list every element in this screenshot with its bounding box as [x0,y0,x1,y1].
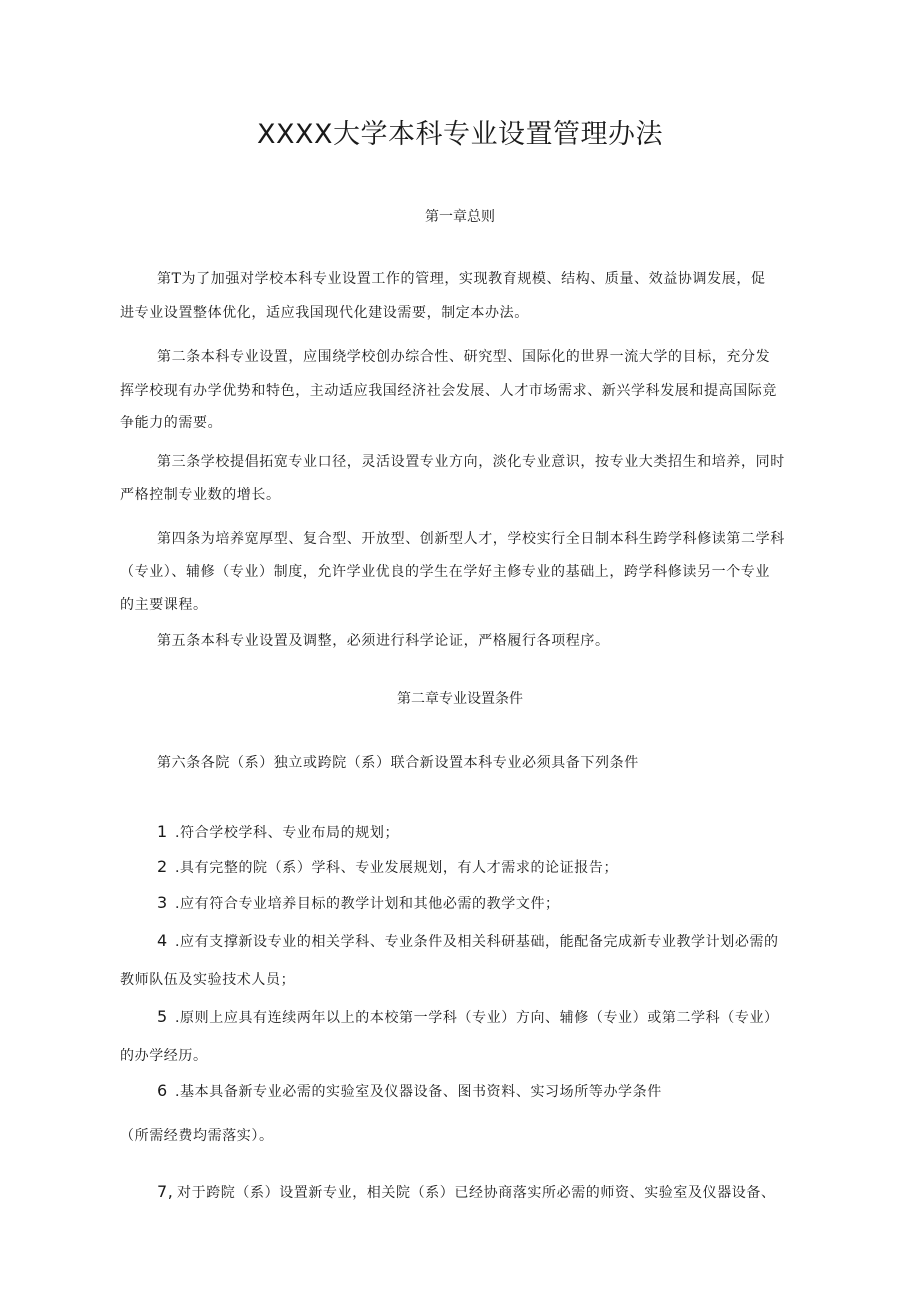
list-item-text: .符合学校学科、专业布局的规划； [175,825,400,841]
list-item-7 [157,1182,776,1202]
article-1-line-2: 进专业设置整体优化，适应我国现代化建设需要，制定本办法。 [120,305,529,321]
list-item-text: 对于跨院（系）设置新专业，相关院（系）已经协商落实所必需的师资、实验室及仪器设备、 [177,1185,776,1201]
list-item-text: .原则上应具有连续两年以上的本校第一学科（专业）方向、辅修（专业）或第二学科（专业） [175,1010,779,1026]
list-item-3 [157,893,560,913]
article-2-line-2: 挥学校现有办学优势和特色，主动适应我国经济社会发展、人才市场需求、新兴学科发展和提高国际竞 [120,383,777,399]
list-item-text: .基本具备新专业必需的实验室及仪器设备、图书资料、实习场所等办学条件 [175,1084,662,1100]
article-2-line-3: 争能力的需要。 [120,415,223,431]
article-1-line-1: 第T为了加强对学校本科专业设置工作的管理，实现教育规模、结构、质量、效益协调发展，促 [157,271,766,287]
list-item-number: 5 [157,1007,168,1026]
list-item-number: 4 [157,931,168,950]
article-4-line-1: 第四条为培养宽厚型、复合型、开放型、创新型人才，学校实行全日制本科生跨学科修读第二学科 [157,531,785,547]
list-item-2 [157,857,618,877]
list-item-number: 3 [157,893,168,912]
list-item-number: 1 [157,822,168,841]
list-item-6 [157,1081,662,1101]
list-item-4-line-2: 教师队伍及实验技术人员； [120,972,296,988]
list-item-number: 2 [157,857,168,876]
article-2-line-1: 第二条本科专业设置，应围绕学校创办综合性、研究型、国际化的世界一流大学的目标，充分发 [157,349,771,365]
list-item-5 [157,1007,779,1027]
article-3-line-1: 第三条学校提倡拓宽专业口径，灵活设置专业方向，淡化专业意识，按专业大类招生和培养，同时 [157,454,785,470]
document-title: XXXX大学本科专业设置管理办法 [257,119,663,150]
list-item-text: .应有符合专业培养目标的教学计划和其他必需的教学文件； [175,896,560,912]
article-4-line-3: 的主要课程。 [120,597,208,613]
list-item-text: .具有完整的院（系）学科、专业发展规划，有人才需求的论证报告； [175,860,619,876]
chapter-heading-1: 第一章总则 [425,209,495,225]
list-item-4 [157,931,779,951]
list-item-6-line-2: （所需经费均需落实）。 [120,1128,274,1144]
article-4-line-2: （专业）、辅修（专业）制度，允许学业优良的学生在学好主修专业的基础上，跨学科修读另一个专业 [120,564,770,580]
list-item-5-line-2: 的办学经历。 [120,1048,208,1064]
article-3-line-2: 严格控制专业数的增长。 [120,487,281,503]
list-item-number: 7, [157,1182,174,1201]
article-6: 第六条各院（系）独立或跨院（系）联合新设置本科专业必须具备下列条件 [157,755,639,771]
list-item-number: 6 [157,1081,168,1100]
list-item-1 [157,822,399,842]
list-item-text: .应有支撑新设专业的相关学科、专业条件及相关科研基础，能配备完成新专业教学计划必需的 [175,934,779,950]
article-5: 第五条本科专业设置及调整，必须进行科学论证，严格履行各项程序。 [157,633,610,649]
chapter-heading-2: 第二章专业设置条件 [397,691,523,707]
